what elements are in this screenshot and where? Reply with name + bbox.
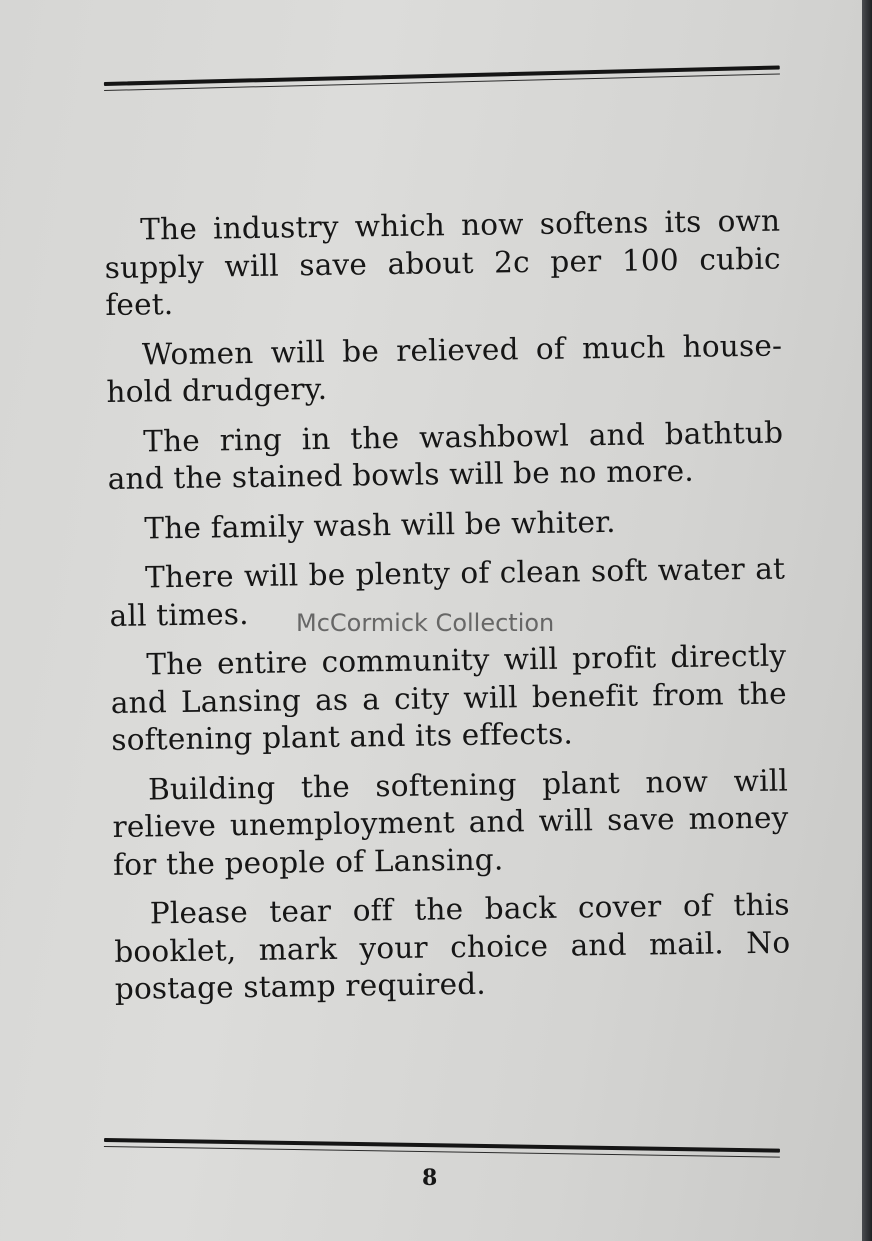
top-rule (104, 65, 780, 91)
paragraph-ring: The ring in the washbowl and bathtub and the stained bowls will be no more. (107, 415, 784, 496)
watermark: McCormick Collection (296, 609, 555, 637)
paragraph-family-wash: The family wash will be whiter. (144, 504, 616, 545)
page-edge (862, 0, 872, 1241)
paragraph-unemployment: Building the softening plant now will relieve unemployment and will save money for the people of Lansing. (112, 763, 789, 882)
paragraph-industry: The industry which now softens its own supply will save about 2c per 100 cubic feet. (104, 203, 781, 322)
paragraph-back-cover: Please tear off the back cover of this booklet, mark your choice and mail. No postage stamp required. (114, 887, 791, 1006)
paragraph-soft-water: There will be plenty of clean soft water at all times. (109, 551, 786, 633)
page-number: 8 (422, 1165, 438, 1191)
paragraph-women: Women will be relieved of much household drudgery. (106, 328, 783, 409)
paragraph-community: The entire community will profit directly and Lansing as a city will benefit from the softening plant and its effects. (110, 638, 788, 757)
bottom-rule (104, 1138, 780, 1158)
